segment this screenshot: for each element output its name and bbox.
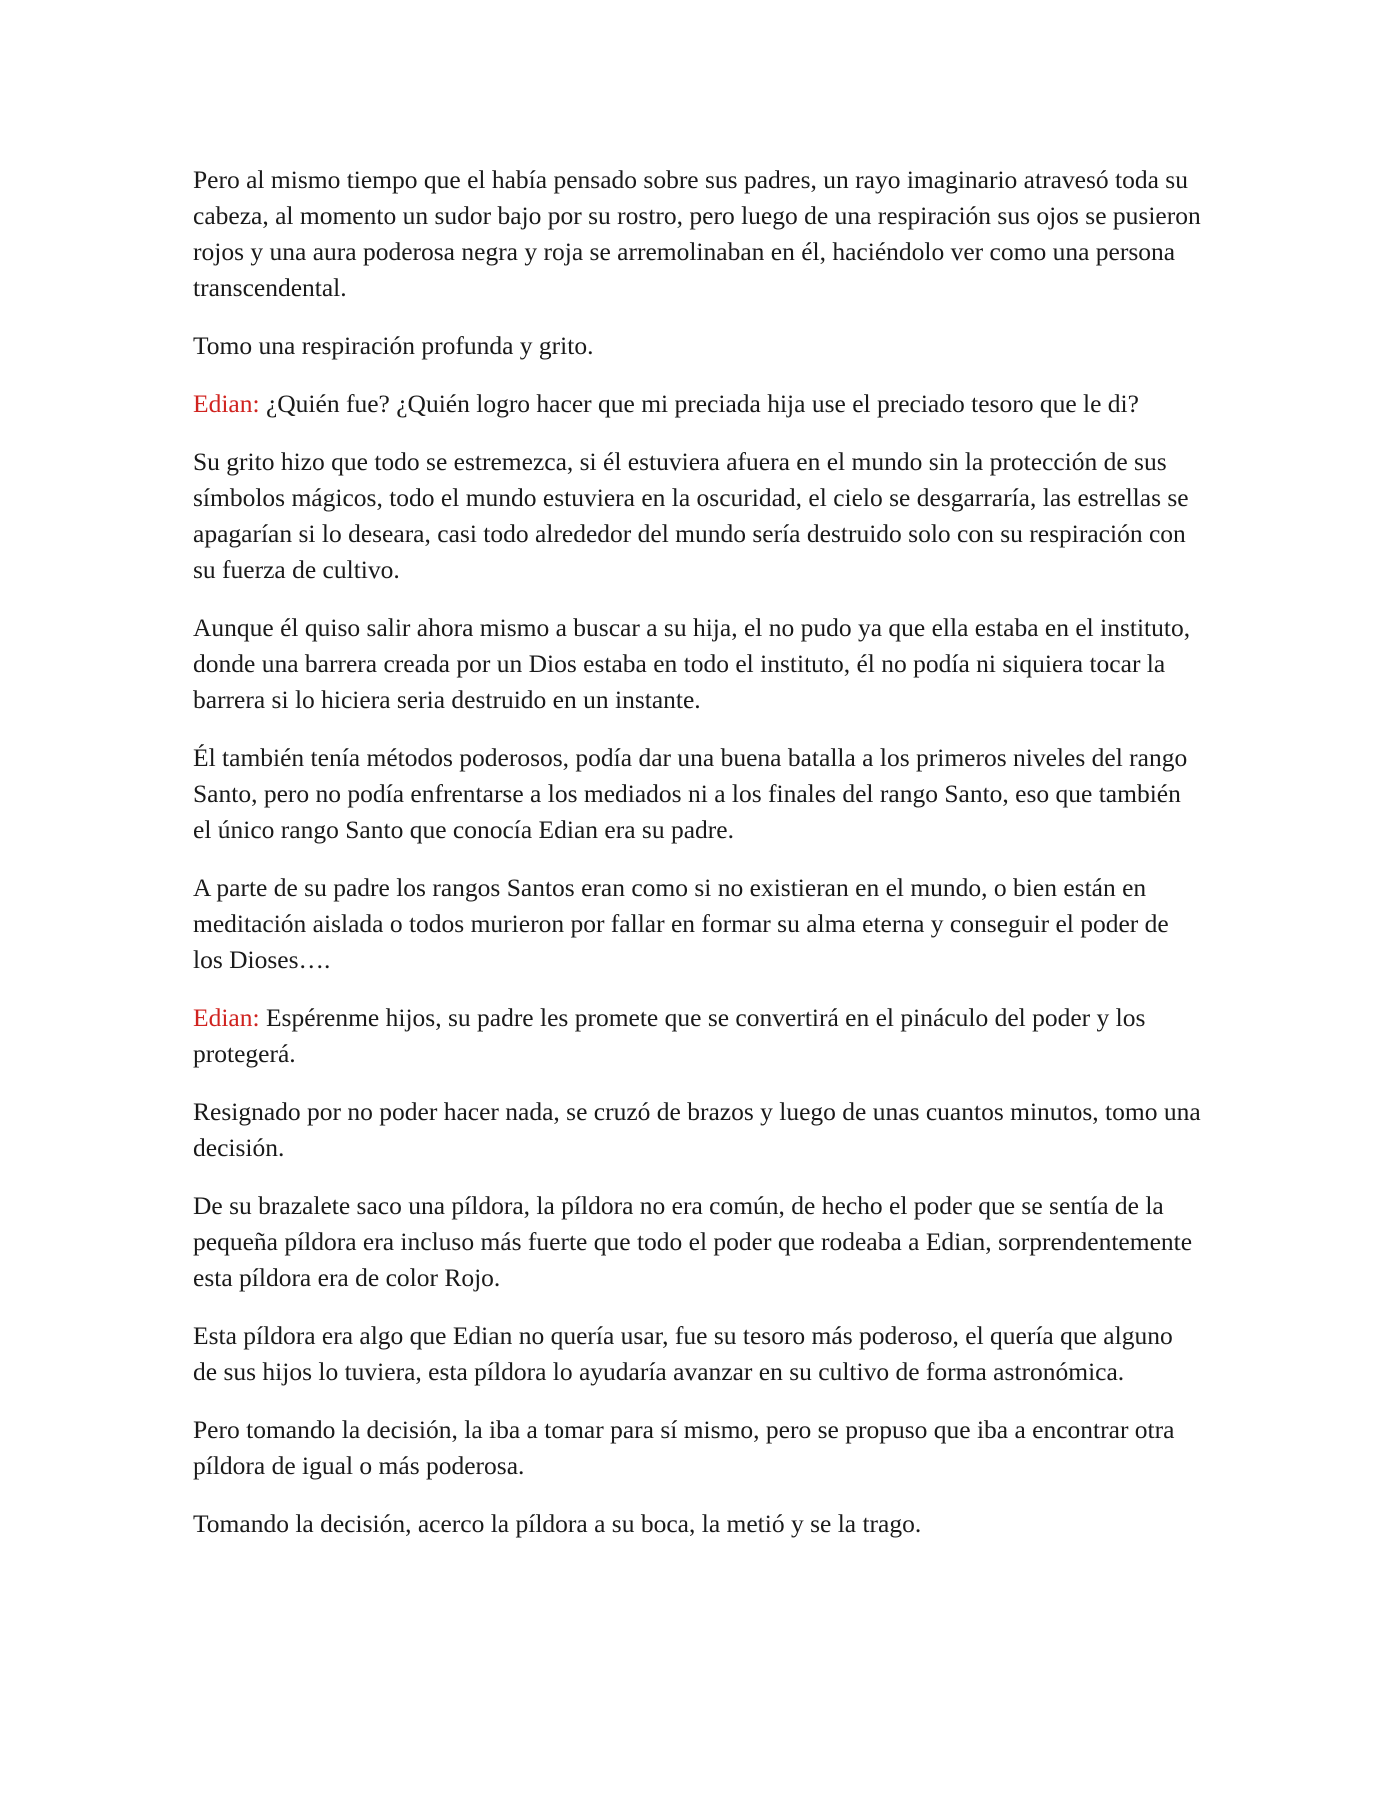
paragraph-11 <box>193 1318 1203 1390</box>
paragraph-text: Su grito hizo que todo se estremezca, si él estuviera afuera en el mundo sin la protección de sus símbolos mágicos, todo el mundo estuviera en la oscuridad, el cielo se desgarraría, las estrellas se apagarían si lo deseara, casi todo alrededor del mundo sería destruido solo con su respiración con su fuerza de cultivo. <box>193 447 1189 584</box>
paragraph-7 <box>193 870 1203 978</box>
paragraph-text: Tomando la decisión, acerco la píldora a su boca, la metió y se la trago. <box>193 1509 922 1538</box>
paragraph-text: Pero al mismo tiempo que el había pensado sobre sus padres, un rayo imaginario atravesó toda su cabeza, al momento un sudor bajo por su rostro, pero luego de una respiración sus ojos se pusieron rojos y una aura poderosa negra y roja se arremolinaban en él, haciéndolo ver como una persona transcendental. <box>193 165 1201 302</box>
paragraph-4 <box>193 444 1203 588</box>
paragraph-text: Él también tenía métodos poderosos, podía dar una buena batalla a los primeros niveles del rango Santo, pero no podía enfrentarse a los mediados ni a los finales del rango Santo, eso que también el único rango Santo que conocía Edian era su padre. <box>193 743 1188 844</box>
paragraph-text: Resignado por no poder hacer nada, se cruzó de brazos y luego de unas cuantos minutos, tomo una decisión. <box>193 1097 1201 1162</box>
paragraph-3 <box>193 386 1203 422</box>
paragraph-text: Esta píldora era algo que Edian no quería usar, fue su tesoro más poderoso, el quería que alguno de sus hijos lo tuviera, esta píldora lo ayudaría avanzar en su cultivo de forma astronómica. <box>193 1321 1173 1386</box>
speaker-label: Edian: <box>193 389 266 418</box>
paragraph-text: Aunque él quiso salir ahora mismo a buscar a su hija, el no pudo ya que ella estaba en el instituto, donde una barrera creada por un Dios estaba en todo el instituto, él no podía ni siquiera tocar la barrera si lo hiciera seria destruido en un instante. <box>193 613 1191 714</box>
paragraph-12 <box>193 1412 1203 1484</box>
paragraph-10 <box>193 1188 1203 1296</box>
paragraph-5 <box>193 610 1203 718</box>
paragraph-text: De su brazalete saco una píldora, la píldora no era común, de hecho el poder que se sentía de la pequeña píldora era incluso más fuerte que todo el poder que rodeaba a Edian, sorprendentemente esta píldora era de color Rojo. <box>193 1191 1193 1292</box>
paragraph-6 <box>193 740 1203 848</box>
paragraph-text: Espérenme hijos, su padre les promete que se convertirá en el pináculo del poder y los protegerá. <box>193 1003 1146 1068</box>
paragraph-2 <box>193 328 1203 364</box>
paragraph-8 <box>193 1000 1203 1072</box>
paragraph-text: Tomo una respiración profunda y grito. <box>193 331 594 360</box>
paragraph-text: Pero tomando la decisión, la iba a tomar para sí mismo, pero se propuso que iba a encontrar otra píldora de igual o más poderosa. <box>193 1415 1175 1480</box>
paragraph-13 <box>193 1506 1203 1542</box>
speaker-label: Edian: <box>193 1003 266 1032</box>
paragraph-text: ¿Quién fue? ¿Quién logro hacer que mi preciada hija use el preciado tesoro que le di? <box>265 389 1139 418</box>
document-page <box>193 162 1203 1564</box>
paragraph-9 <box>193 1094 1203 1166</box>
paragraph-text: A parte de su padre los rangos Santos eran como si no existieran en el mundo, o bien están en meditación aislada o todos murieron por fallar en formar su alma eterna y conseguir el poder de los Dioses…. <box>193 873 1169 974</box>
paragraph-1 <box>193 162 1203 306</box>
